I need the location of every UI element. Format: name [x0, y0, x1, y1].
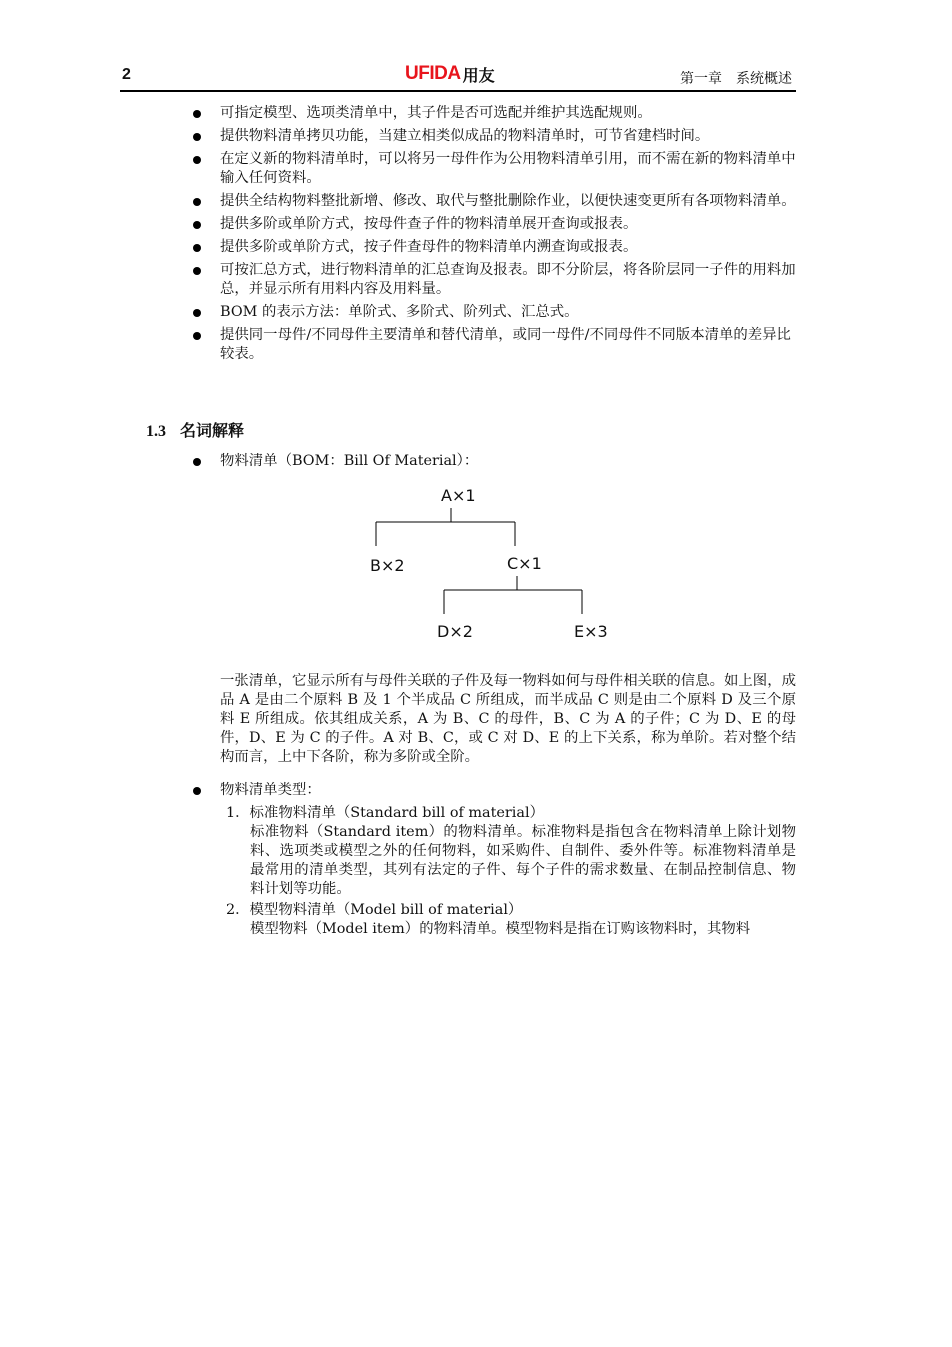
list-item: BOM 的表示方法：单阶式、多阶式、阶列式、汇总式。 — [190, 303, 796, 322]
tree-node-b: B×2 — [370, 556, 405, 575]
bom-tree-diagram — [340, 480, 660, 650]
list-item: 可按汇总方式，进行物料清单的汇总查询及报表。即不分阶层，将各阶层同一子件的用料加总，并显示所有用料内容及用料量。 — [190, 261, 796, 299]
feature-list — [190, 104, 796, 368]
ufida-logo — [405, 62, 495, 86]
logo-text-en: UFIDA — [405, 63, 461, 84]
page-number: 2 — [122, 66, 131, 83]
list-item: 提供多阶或单阶方式，按母件查子件的物料清单展开查询或报表。 — [190, 215, 796, 234]
bom-type-body: 模型物料（Model item）的物料清单。模型物料是指在订购该物料时，其物料 — [250, 921, 751, 937]
list-item: 提供物料清单拷贝功能，当建立相类似成品的物料清单时，可节省建档时间。 — [190, 127, 796, 146]
bom-type-title: 1．标准物料清单（Standard bill of material） — [226, 805, 544, 821]
bom-definition — [190, 452, 796, 475]
tree-node-e: E×3 — [574, 622, 608, 641]
tree-node-c: C×1 — [507, 554, 542, 573]
bom-explanation: 一张清单，它显示所有与母件关联的子件及每一物料如何与母件相关联的信息。如上图，成品 A 是由二个原料 B 及 1 个半成品 C 所组成，而半成品 C 则是由二个原料 D 及三个原料 E 所组成。依其组成关系，A 为 B、C 的母件，B、C 为 A 的子件；C 为 D、E 的母件，D、E 为 C 的子件。A 对 B、C，或 C 对 D、E 的上下关系，称为单阶。若对整个结构而言，上中下各阶，称为多阶或全阶。 — [220, 673, 796, 765]
tree-node-d: D×2 — [437, 622, 473, 641]
bom-type-model — [226, 901, 796, 939]
bom-type-title: 2．模型物料清单（Model bill of material） — [226, 902, 523, 918]
list-item: 物料清单类型： — [190, 781, 796, 800]
list-item: 在定义新的物料清单时，可以将另一母件作为公用物料清单引用，而不需在新的物料清单中输入任何资料。 — [190, 150, 796, 188]
list-item: 物料清单（BOM：Bill Of Material）： — [190, 452, 796, 471]
list-item: 提供全结构物料整批新增、修改、取代与整批删除作业，以便快速变更所有各项物料清单。 — [190, 192, 796, 211]
bom-types — [190, 781, 796, 939]
section-title: 名词解释 — [180, 421, 245, 440]
chapter-title: 第一章 系统概述 — [680, 71, 792, 87]
list-item: 提供同一母件/不同母件主要清单和替代清单，或同一母件/不同母件不同版本清单的差异比较表。 — [190, 326, 796, 364]
section-number: 1.3 — [146, 423, 166, 440]
list-item: 可指定模型、选项类清单中，其子件是否可选配并维护其选配规则。 — [190, 104, 796, 123]
section-heading — [146, 418, 244, 441]
page-header — [120, 62, 796, 92]
bom-type-standard — [226, 804, 796, 899]
bom-type-body: 标准物料（Standard item）的物料清单。标准物料是指包含在物料清单上除计划物料、选项类或模型之外的任何物料，如采购件、自制件、委外件等。标准物料清单是最常用的清单类型，其列有法定的子件、每个子件的需求数量、在制品控制信息、物料计划等功能。 — [250, 824, 796, 897]
list-item: 提供多阶或单阶方式，按子件查母件的物料清单内溯查询或报表。 — [190, 238, 796, 257]
logo-text-cn: 用友 — [462, 65, 495, 85]
tree-node-a: A×1 — [441, 486, 476, 505]
